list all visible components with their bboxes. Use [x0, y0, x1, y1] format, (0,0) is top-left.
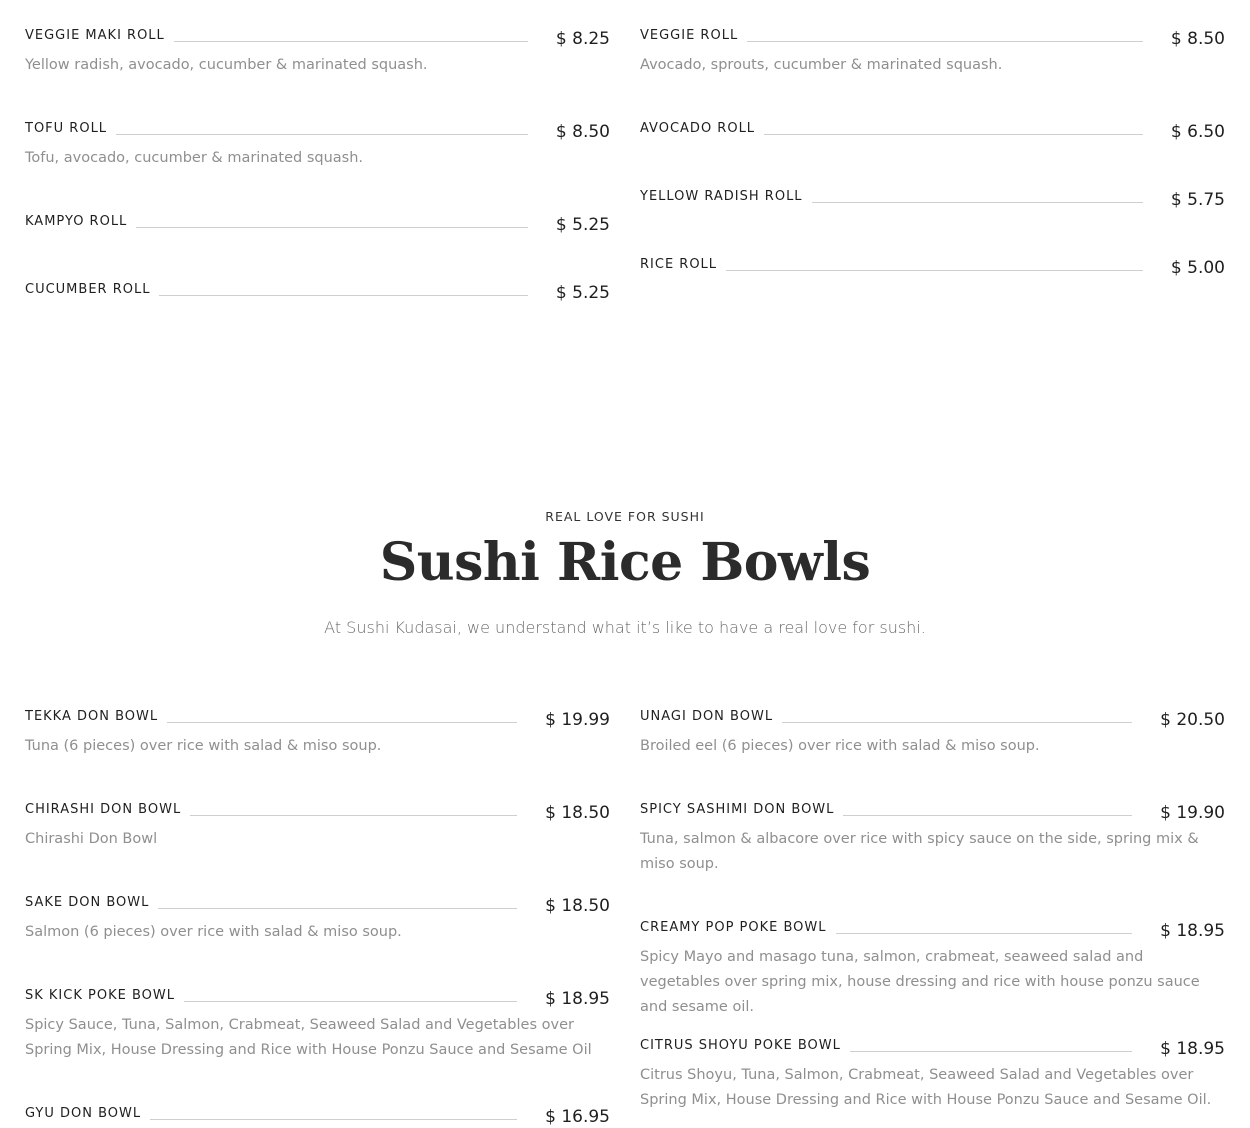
menu-item	[640, 707, 1225, 759]
menu-item	[640, 800, 1225, 877]
section-eyebrow: REAL LOVE FOR SUSHI	[545, 509, 705, 524]
menu-item	[25, 800, 610, 852]
dotted-leader	[150, 1119, 517, 1120]
menu-item-price: $ 16.95	[545, 1107, 610, 1127]
menu-item	[25, 893, 610, 945]
dotted-leader	[158, 908, 517, 909]
menu-item-name: SK KICK POKE BOWL	[25, 988, 175, 1003]
menu-item-name: CUCUMBER ROLL	[25, 282, 151, 297]
menu-item	[25, 26, 610, 78]
dotted-leader	[747, 41, 1143, 42]
dotted-leader	[836, 933, 1133, 934]
menu-item	[640, 119, 1225, 142]
menu-item	[25, 119, 610, 171]
menu-item-price: $ 18.50	[545, 896, 610, 916]
menu-item-price: $ 5.25	[555, 283, 610, 303]
dotted-leader	[190, 815, 517, 816]
menu-item	[640, 918, 1225, 1020]
dotted-leader	[843, 815, 1132, 816]
menu-item-name: TOFU ROLL	[25, 121, 108, 136]
dotted-leader	[136, 227, 528, 228]
menu-item-name: CHIRASHI DON BOWL	[25, 802, 182, 817]
menu-item-name: VEGGIE ROLL	[640, 28, 739, 43]
menu-item-name: SAKE DON BOWL	[25, 895, 150, 910]
menu-item	[640, 255, 1225, 278]
dotted-leader	[850, 1051, 1132, 1052]
menu-item-name: VEGGIE MAKI ROLL	[25, 28, 165, 43]
menu-item-description: Citrus Shoyu, Tuna, Salmon, Crabmeat, Seaweed Salad and Vegetables over Spring Mix, House Dressing and Rice with House Ponzu Sauce and Sesame Oil.	[640, 1067, 1212, 1108]
dotted-leader	[116, 134, 528, 135]
menu-item-price: $ 18.95	[545, 989, 610, 1009]
menu-item-price: $ 18.50	[545, 803, 610, 823]
menu-item-price: $ 8.50	[1170, 29, 1225, 49]
dotted-leader	[159, 295, 527, 296]
menu-item-price: $ 18.95	[1160, 1039, 1225, 1059]
section-subtitle: At Sushi Kudasai, we understand what it’s like to have a real love for sushi.	[324, 618, 926, 637]
menu-item-name: SPICY SASHIMI DON BOWL	[640, 802, 835, 817]
dotted-leader	[764, 134, 1143, 135]
menu-item-name: UNAGI DON BOWL	[640, 709, 774, 724]
menu-item-description: Spicy Mayo and masago tuna, salmon, crabmeat, seaweed salad and vegetables over spring mix, house dressing and rice with house ponzu sauce and sesame oil.	[640, 949, 1200, 1015]
menu-item-price: $ 20.50	[1160, 710, 1225, 730]
menu-item-description: Yellow radish, avocado, cucumber & marinated squash.	[25, 57, 428, 73]
menu-item-description: Tofu, avocado, cucumber & marinated squash.	[25, 150, 364, 166]
menu-item-description: Tuna (6 pieces) over rice with salad & miso soup.	[25, 738, 382, 754]
menu-item-description: Salmon (6 pieces) over rice with salad & miso soup.	[25, 924, 402, 940]
menu-item	[25, 280, 610, 303]
menu-item	[25, 707, 610, 759]
menu-item-description: Tuna, salmon & albacore over rice with spicy sauce on the side, spring mix & miso soup.	[640, 831, 1199, 872]
menu-item-name: TEKKA DON BOWL	[25, 709, 159, 724]
menu-item-description: Spicy Sauce, Tuna, Salmon, Crabmeat, Seaweed Salad and Vegetables over Spring Mix, House Dressing and Rice with House Ponzu Sauce and Sesame Oil	[25, 1017, 592, 1058]
menu-item-price: $ 19.99	[545, 710, 610, 730]
dotted-leader	[167, 722, 517, 723]
menu-item-price: $ 19.90	[1160, 803, 1225, 823]
dotted-leader	[812, 202, 1143, 203]
section-title: Sushi Rice Bowls	[379, 532, 871, 593]
menu-item	[640, 26, 1225, 78]
menu-item-price: $ 5.00	[1170, 258, 1225, 278]
menu-item-price: $ 18.95	[1160, 921, 1225, 941]
menu-item-price: $ 5.25	[555, 215, 610, 235]
menu-item-price: $ 8.25	[555, 29, 610, 49]
menu-item-price: $ 6.50	[1170, 122, 1225, 142]
menu-item-name: YELLOW RADISH ROLL	[640, 189, 803, 204]
menu-item-description: Avocado, sprouts, cucumber & marinated squash.	[640, 57, 1003, 73]
menu-item-name: CITRUS SHOYU POKE BOWL	[640, 1038, 841, 1053]
dotted-leader	[726, 270, 1143, 271]
menu-item	[25, 212, 610, 235]
menu-item-name: CREAMY POP POKE BOWL	[640, 920, 827, 935]
dotted-leader	[174, 41, 528, 42]
dotted-leader	[184, 1001, 517, 1002]
menu-item	[640, 1036, 1225, 1113]
menu-item-description: Broiled eel (6 pieces) over rice with salad & miso soup.	[640, 738, 1040, 754]
menu-item-price: $ 5.75	[1170, 190, 1225, 210]
menu-item-description: Chirashi Don Bowl	[25, 831, 158, 847]
menu-item	[640, 187, 1225, 210]
menu-item-name: KAMPYO ROLL	[25, 214, 128, 229]
dotted-leader	[782, 722, 1132, 723]
menu-item-name: GYU DON BOWL	[25, 1106, 142, 1121]
menu-item	[25, 986, 610, 1063]
menu-item-name: AVOCADO ROLL	[640, 121, 756, 136]
menu-item-price: $ 8.50	[555, 122, 610, 142]
menu-item-name: RICE ROLL	[640, 257, 718, 272]
menu-item	[25, 1104, 610, 1127]
